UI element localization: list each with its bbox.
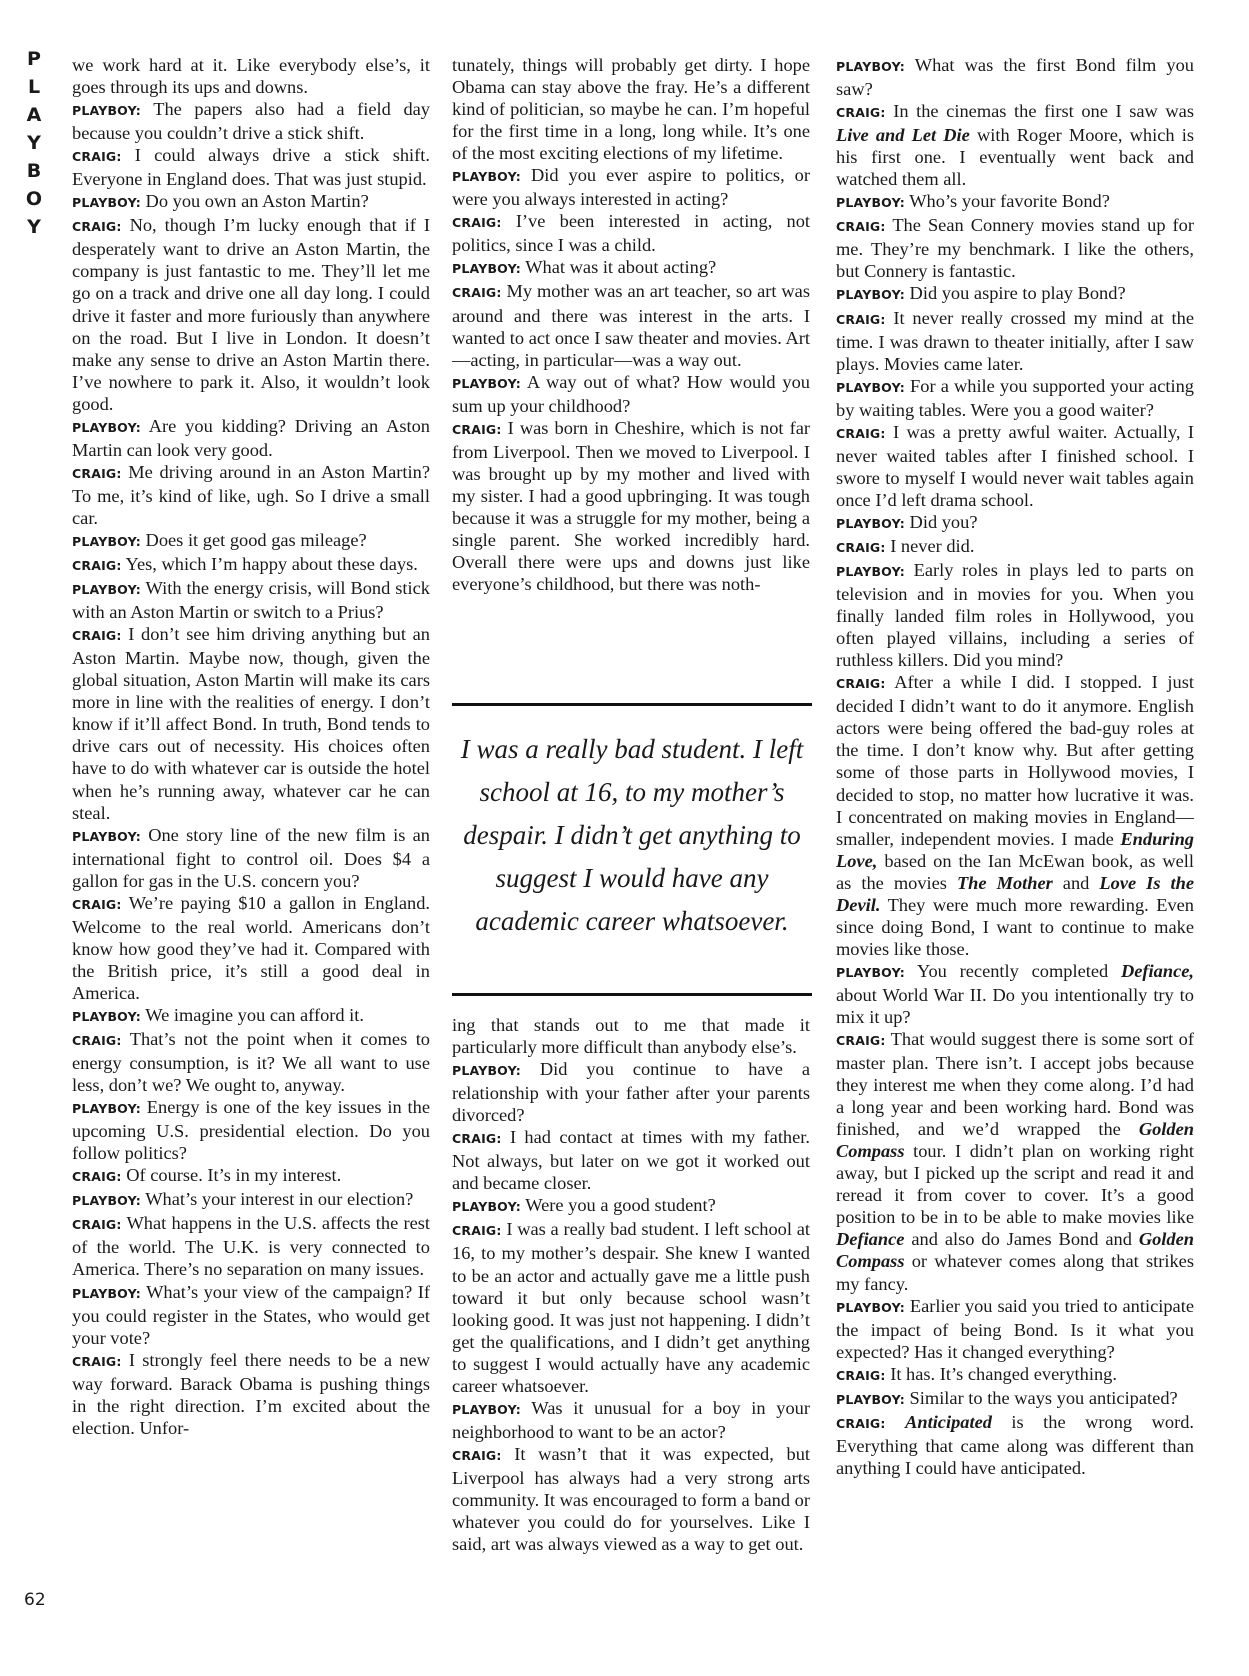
interview-paragraph [72,54,430,98]
speaker-label: PLAYBOY: [452,375,521,391]
interview-paragraph [72,577,430,623]
text-column-2-top [452,54,810,595]
speaker-label: PLAYBOY: [836,195,905,211]
interview-paragraph [836,559,1194,671]
speaker-label: PLAYBOY: [452,1063,521,1079]
interview-paragraph [836,214,1194,282]
interview-paragraph [72,529,430,553]
interview-paragraph [836,960,1194,1028]
paragraph-text: I was a really bad student. I left school at 16, to my mother’s despair. She knew I wanted to be an actor and actually gave me a little push toward it but only because school wasn’t looking good. It was just not happening. I didn’t get the qualifications, and I didn’t get anything to suggest I would actually have any academic career whatsoever. [452,1219,810,1396]
speaker-label: CRAIG: [72,465,122,481]
paragraph-text: We imagine you can afford it. [145,1004,364,1025]
speaker-label: CRAIG: [72,1169,122,1185]
running-head-letter: O [25,188,43,210]
running-head-letter: B [26,160,42,182]
speaker-label: PLAYBOY: [836,287,905,303]
paragraph-text: In the cinemas the first one I saw was [893,101,1194,122]
speaker-label: CRAIG: [836,311,886,327]
text-column-1 [72,54,430,1439]
paragraph-text: Similar to the ways you anticipated? [909,1387,1178,1408]
speaker-label: PLAYBOY: [836,564,905,580]
interview-paragraph [452,164,810,210]
speaker-label: CRAIG: [836,425,886,441]
interview-paragraph [72,824,430,892]
speaker-label: PLAYBOY: [452,1199,521,1215]
paragraph-text: The Sean Connery movies stand up for me. They’re my benchmark. I like the others, but Connery is fantastic. [836,215,1195,282]
title-italic: Live and Let Die [836,125,970,146]
speaker-label: PLAYBOY: [72,1285,141,1301]
paragraph-text: Energy is one of the key issues in the upcoming U.S. presidential election. Do you follow politics? [72,1097,430,1164]
title-italic: Enduring Love, [836,828,1194,871]
paragraph-text: One story line of the new film is an international fight to control oil. Does $4 a gallon for gas in the U.S. concern you? [72,824,430,891]
interview-paragraph [72,415,430,461]
paragraph-text: What happens in the U.S. affects the rest of the world. The U.K. is very connected to America. There’s no separation on many issues. [72,1213,430,1280]
title-italic: Anticipated [905,1411,992,1432]
interview-paragraph [836,511,1194,535]
interview-paragraph [452,1014,810,1058]
paragraph-text: We’re paying $10 a gallon in England. Welcome to the real world. Americans don’t know how good they’ve had it. Compared with the British price, it’s still a good deal in America. [72,892,430,1003]
pull-quote: I was a really bad student. I left school at 16, to my mother’s despair. I didn’t get anything to suggest I would have any academic career whatsoever. [452,703,812,996]
interview-paragraph [452,1058,810,1126]
title-italic: Love Is the Devil. [836,872,1194,915]
speaker-label: PLAYBOY: [72,195,141,211]
speaker-label: PLAYBOY: [72,582,141,598]
paragraph-text: The papers also had a field day because you couldn’t drive a stick shift. [72,99,431,144]
interview-paragraph [836,54,1194,100]
speaker-label: CRAIG: [72,1217,122,1233]
speaker-label: CRAIG: [452,285,502,301]
speaker-label: PLAYBOY: [452,169,521,185]
paragraph-text: Of course. It’s in my interest. [126,1165,342,1186]
interview-paragraph [836,421,1194,511]
speaker-label: CRAIG: [452,1131,502,1147]
speaker-label: PLAYBOY: [72,1193,141,1209]
interview-paragraph [72,1281,430,1349]
interview-paragraph [452,371,810,417]
interview-paragraph [72,214,430,414]
interview-paragraph [452,1194,810,1218]
interview-paragraph [72,98,430,144]
speaker-label: CRAIG: [72,1353,122,1369]
interview-paragraph [452,417,810,595]
interview-paragraph [836,282,1194,306]
speaker-label: CRAIG: [836,105,886,121]
paragraph-text: Did you? [909,511,978,532]
interview-paragraph [452,1126,810,1194]
paragraph-text: Me driving around in an Aston Martin? To me, it’s kind of like, ugh. So I drive a small car. [72,461,430,528]
paragraph-text: After a while I did. I stopped. I just decided I didn’t want to do it anymore. English actors were being offered the bad-guy roles at the time. I don’t know why. But after getting some of those parts in Hollywood movies, I decided to stop, no matter how lucrative it was. I concentrated on making movies in England—smaller, independent movies. I made [836,672,1194,849]
paragraph-text: That would suggest there is some sort of master plan. There isn’t. I accept jobs because they interest me when they come along. I’d had a long year and been working hard. Bond was finished, and we’d wrapped the [836,1029,1194,1140]
paragraph-text: A way out of what? How would you sum up your childhood? [452,371,810,416]
paragraph-text: I don’t see him driving anything but an Aston Martin. Maybe now, though, given the global situation, Aston Martin will make its cars more in line with the realities of energy. I don’t know if it’ll affect Bond. In truth, Bond tends to drive cars out of necessity. His choices often have to do with whatever car is outside the hotel when he’s running away, whatever car he can steal. [72,624,430,823]
interview-paragraph [72,553,430,577]
speaker-label: PLAYBOY: [72,828,141,844]
running-head-letter: P [27,48,41,70]
title-italic: Golden Compass [836,1119,1194,1162]
speaker-label: CRAIG: [452,215,502,231]
interview-paragraph [836,190,1194,214]
interview-paragraph [452,1443,810,1555]
paragraph-text: we work hard at it. Like everybody else’s, it goes through its ups and downs. [72,55,430,98]
paragraph-text: Do you own an Aston Martin? [145,191,369,212]
speaker-label: PLAYBOY: [452,1401,521,1417]
paragraph-text: Did you continue to have a relationship with your father after your parents divorced? [452,1059,810,1126]
paragraph-text: about World War II. Do you intentionally try to mix it up? [836,984,1194,1027]
interview-paragraph [836,671,1194,960]
speaker-label: PLAYBOY: [72,103,141,119]
paragraph-text: and [1052,872,1100,893]
paragraph-text: That’s not the point when it comes to energy consumption, is it? We all want to use less, don’t we? We ought to, anyway. [72,1029,430,1096]
paragraph-text: tour. I didn’t plan on working right away, but I picked up the script and read it and reread it from cover to cover. It’s a good position to be in to be able to make movies like [836,1141,1194,1228]
interview-paragraph [72,1004,430,1028]
interview-paragraph [452,54,810,164]
paragraph-text: Did you aspire to play Bond? [909,283,1126,304]
interview-paragraph [452,210,810,256]
paragraph-text: with Roger Moore, which is his first one. I eventually went back and watched them all. [836,125,1195,190]
paragraph-text: Early roles in plays led to parts on television and in movies for you. When you finally landed film roles in Hollywood, you often played villains, including a series of ruthless killers. Did you mind? [836,560,1194,671]
paragraph-text: What was it about acting? [525,257,717,278]
running-head-letter: L [27,76,41,98]
interview-paragraph [836,307,1194,375]
paragraph-text: Does it get good gas mileage? [145,529,367,550]
paragraph-text: I had contact at times with my father. Not always, but later on we got it worked out and became closer. [452,1127,810,1194]
interview-paragraph [836,1387,1194,1411]
speaker-label: PLAYBOY: [452,261,521,277]
speaker-label: CRAIG: [836,1367,886,1383]
interview-paragraph [452,256,810,280]
interview-paragraph [72,1212,430,1280]
interview-paragraph [72,892,430,1004]
interview-paragraph [452,1397,810,1443]
paragraph-text: Who’s your favorite Bond? [909,191,1110,212]
text-column-3 [836,54,1194,1479]
paragraph-text: They were much more rewarding. Even since doing Bond, I want to continue to make movies like those. [836,894,1194,959]
page-number: 62 [24,1590,46,1610]
speaker-label: CRAIG: [452,1447,502,1463]
speaker-label: PLAYBOY: [836,964,905,980]
interview-paragraph [836,375,1194,421]
paragraph-text: Earlier you said you tried to anticipate the impact of being Bond. Is it what you expected? Has it changed everything? [836,1295,1194,1362]
speaker-label: CRAIG: [836,676,886,692]
paragraph-text: and also do James Bond and [904,1229,1139,1250]
interview-paragraph [72,144,430,190]
paragraph-text: I could always drive a stick shift. Everyone in England does. That was just stupid. [72,145,430,190]
interview-paragraph [72,1164,430,1188]
paragraph-text: is the wrong word. Everything that came along was different than anything I could have anticipated. [836,1411,1194,1478]
interview-paragraph [452,280,810,370]
speaker-label: CRAIG: [72,149,122,165]
speaker-label: CRAIG: [72,896,122,912]
paragraph-text: With the energy crisis, will Bond stick with an Aston Martin or switch to a Prius? [72,578,431,623]
paragraph-text: Were you a good student? [525,1195,716,1216]
speaker-label: PLAYBOY: [72,419,141,435]
speaker-label: CRAIG: [72,628,122,644]
interview-paragraph [836,535,1194,559]
speaker-label: PLAYBOY: [72,1008,141,1024]
interview-paragraph [452,1218,810,1396]
paragraph-text: It has. It’s changed everything. [890,1363,1117,1384]
speaker-label: PLAYBOY: [836,59,905,74]
paragraph-text: ing that stands out to me that made it particularly more difficult than anybody else’s. [452,1015,810,1058]
interview-paragraph [72,461,430,529]
interview-paragraph [72,1349,430,1439]
paragraph-text: I strongly feel there needs to be a new way forward. Barack Obama is pushing things in the right direction. I’m excited about the election. Unfor- [72,1349,430,1438]
paragraph-text: tunately, things will probably get dirty. I hope Obama can stay above the fray. He’s a different kind of politician, so maybe he can. I’m hopeful for the first time in a long, long while. It’s one of the most exciting elections of my lifetime. [452,55,810,164]
paragraph-text: What’s your view of the campaign? If you could register in the States, who would get your vote? [72,1281,431,1348]
paragraph-text: I was a pretty awful waiter. Actually, I never waited tables after I finished school. I swore to myself I would never wait tables again once I’d left drama school. [836,421,1194,510]
title-italic: The Mother [956,872,1053,893]
interview-paragraph [72,623,430,823]
interview-paragraph [836,1028,1194,1295]
interview-paragraph [72,1188,430,1212]
interview-paragraph [836,1411,1194,1479]
speaker-label: PLAYBOY: [836,1299,905,1315]
interview-paragraph [836,1295,1194,1363]
paragraph-text: I’ve been interested in acting, not politics, since I was a child. [452,211,810,256]
speaker-label: CRAIG: [452,1223,502,1239]
paragraph-text: I was born in Cheshire, which is not far from Liverpool. Then we moved to Liverpool. I was brought up by my mother and lived with my sister. I had a good upbringing. It was tough because it was a struggle for my mother, being a single parent. She worked incredibly hard. Overall there were ups and downs just like everyone’s childhood, but there was noth- [452,417,810,595]
interview-paragraph [72,190,430,214]
speaker-label: CRAIG: [72,219,122,235]
speaker-label: CRAIG: [836,219,886,235]
paragraph-text: It wasn’t that it was expected, but Liverpool has always had a very strong arts community. It was encouraged to form a band or whatever you could do for yourselves. Like I said, art was always viewed as a way to get out. [452,1443,810,1555]
paragraph-text: Was it unusual for a boy in your neighborhood to want to be an actor? [452,1397,811,1442]
running-head-letter: A [26,104,42,126]
speaker-label: CRAIG: [72,558,122,574]
paragraph-text: What’s your interest in our election? [145,1189,414,1210]
speaker-label: PLAYBOY: [836,379,905,395]
paragraph-text: No, though I’m lucky enough that if I desperately want to drive an Aston Martin, the company is just fantastic to me. They’ll let me go on a track and drive one all day long. I could drive it faster and more furiously than anywhere on the road. But I live in London. It doesn’t make any sense to drive an Aston Martin there. I’ve nowhere to park it. Also, it wouldn’t look good. [72,215,430,414]
paragraph-text: Did you ever aspire to politics, or were you always interested in acting? [452,165,810,210]
speaker-label: PLAYBOY: [836,1391,905,1407]
paragraph-text: It never really crossed my mind at the time. I was drawn to theater initially, after I saw plays. Movies came later. [836,307,1194,374]
speaker-label: PLAYBOY: [72,1101,141,1117]
speaker-label: PLAYBOY: [836,515,905,531]
speaker-label: CRAIG: [452,421,502,437]
interview-paragraph [72,1096,430,1164]
paragraph-text: What was the first Bond film you saw? [836,55,1194,100]
speaker-label: CRAIG: [836,1415,886,1431]
paragraph-text: I never did. [890,535,975,556]
paragraph-text: For a while you supported your acting by waiting tables. Were you a good waiter? [836,375,1194,420]
paragraph-text: based on the Ian McEwan book, as well as the movies [836,850,1194,893]
title-italic: Defiance, [1120,960,1194,981]
speaker-label: PLAYBOY: [72,533,141,549]
interview-paragraph [836,1363,1194,1387]
paragraph-text: You recently completed [917,960,1121,981]
speaker-label: CRAIG: [836,539,886,555]
running-head-letter: Y [27,216,41,238]
title-italic: Golden Compass [836,1229,1194,1272]
title-italic: Defiance [836,1229,905,1250]
paragraph-text: Yes, which I’m happy about these days. [125,554,418,575]
paragraph-text: My mother was an art teacher, so art was around and there was interest in the arts. I wanted to act once I saw theater and movies. Art—acting, in particular—was a way out. [452,281,810,370]
interview-paragraph [836,100,1194,190]
paragraph-text: or whatever comes along that strikes my fancy. [836,1251,1194,1294]
running-head [22,45,46,241]
paragraph-text: Are you kidding? Driving an Aston Martin can look very good. [72,415,430,460]
speaker-label: CRAIG: [836,1033,886,1049]
interview-paragraph [72,1028,430,1096]
speaker-label: CRAIG: [72,1033,122,1049]
text-column-2-bottom [452,1014,810,1555]
running-head-letter: Y [27,132,41,154]
